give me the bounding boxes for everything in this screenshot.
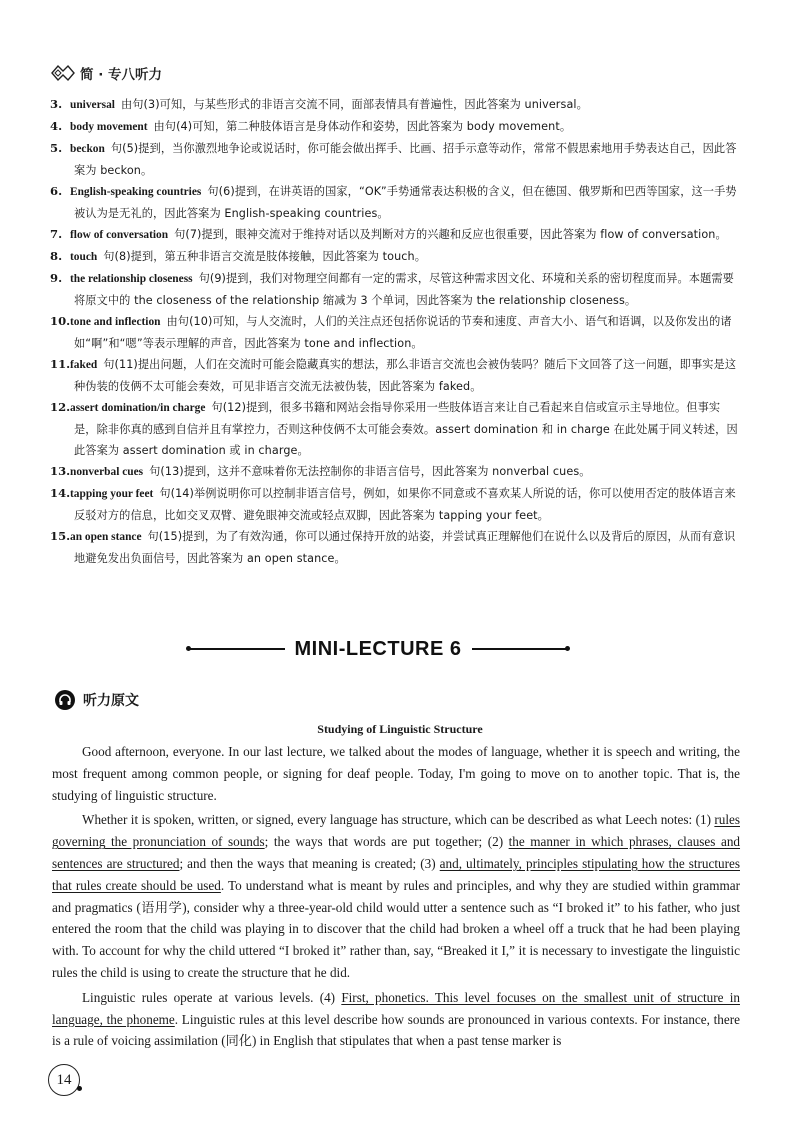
answer-key: nonverbal cues [70, 466, 144, 478]
book-logo-icon [50, 62, 76, 84]
section-title [188, 634, 568, 664]
page-number-dot [77, 1086, 82, 1091]
answer-number: 3. [50, 97, 63, 111]
answer-item [50, 483, 740, 526]
answer-key: flow of conversation [70, 229, 169, 241]
answer-key: assert domination/in charge [70, 402, 206, 414]
answer-explanation: 句(8)提到，第五种非语言交流是肢体接触，因此答案为 touch。 [103, 250, 426, 263]
answer-number: 9. [50, 271, 63, 285]
answer-explanation: 句(5)提到，当你激烈地争论或说话时，你可能会做出挥手、比画、招手示意等动作，常常不假思索地用手势表达自己，因此答案为 beckon。 [74, 142, 737, 177]
underlined-answer-text: the manner in which phrases, clauses and sentences are structured [52, 834, 741, 871]
underlined-answer-text: First, phonetics. This level focuses on the smallest unit of structure in language, the phoneme [52, 989, 740, 1027]
answer-item [50, 354, 740, 397]
answer-key: beckon [70, 143, 105, 155]
answer-explanation: 句(7)提到，眼神交流对于维持对话以及判断对方的兴趣和反应也很重要，因此答案为 flow of conversation。 [174, 228, 727, 241]
answer-item [50, 116, 740, 138]
answer-key: body movement [70, 121, 148, 133]
answer-explanation: 句(15)提到，为了有效沟通，你可以通过保持开放的站姿，并尝试真正理解他们在说什么以及背后的原因，从而有意识地避免发出负面信号，因此答案为 an open stance。 [74, 530, 736, 565]
lecture-text: ; the ways that words are put together; (2) [264, 834, 509, 850]
lecture-text: . To understand what is meant by rules and principles, and why they are studied within grammar and pragmatics (语用学), consider why a three-year-old child would utter a sentence such as “I broked it” to his father, who just entered the room that the child was playing in to discover that the child had broken a wheel off a truck that he had been playing with. To account for why the child uttered “I broked it” rather than, say, “Breaked it I,” it is necessary to investigate the linguistic rules the child is using to create the structure that he did. [52, 877, 740, 980]
answer-key: faked [70, 359, 98, 371]
lecture-text: Good afternoon, everyone. In our last lecture, we talked about the modes of language, whether it is speech and writing, the most frequent among common people, or signing for deaf people. Today, I'm going to move on to another topic. That is, the studying of linguistic structure. [52, 744, 740, 803]
answer-key: universal [70, 99, 115, 111]
answer-key: touch [70, 251, 98, 263]
answer-item [50, 461, 740, 483]
answer-explanation: 句(9)提到，我们对物理空间都有一定的需求，尽管这种需求因文化、环境和关系的密切程度而异。本题需要将原文中的 the closeness of the relationship 缩减为 3 个单词，因此答案为 the relationship closeness。 [74, 272, 734, 307]
answer-item [50, 224, 740, 246]
answer-item [50, 94, 740, 116]
section-title-text: MINI-LECTURE 6 [294, 637, 462, 660]
answer-item [50, 181, 740, 224]
lecture-text: . Linguistic rules at this level describe how sounds are pronounced in various contexts. For instance, there is a rule of voicing assimilation (同化) in English that stipulates that when a past tense marker is [52, 1011, 740, 1049]
divider-line-right [472, 648, 569, 650]
lecture-text: Linguistic rules operate at various levels. (4) [82, 989, 342, 1005]
lecture-title: Studying of Linguistic Structure [317, 722, 483, 736]
lecture-body [52, 741, 740, 1055]
divider-line-left [188, 648, 285, 650]
answer-number: 12. [50, 400, 71, 414]
answer-list [50, 94, 740, 569]
lecture-paragraph [52, 987, 740, 1052]
answer-number: 4. [50, 119, 63, 133]
lecture-paragraph [52, 741, 740, 806]
answer-item [50, 268, 740, 311]
answer-number: 5. [50, 141, 63, 155]
underlined-answer-text: and, ultimately, principles stipulating how the structures that rules create should be used [52, 855, 740, 893]
underlined-answer-text: rules governing the pronunciation of sounds [52, 812, 740, 850]
answer-number: 7. [50, 227, 63, 241]
answer-key: tapping your feet [70, 488, 154, 500]
answer-number: 15. [50, 529, 71, 543]
answer-number: 14. [50, 486, 71, 500]
answer-key: English-speaking countries [70, 186, 202, 198]
answer-number: 6. [50, 184, 63, 198]
answer-explanation: 句(6)提到，在讲英语的国家，“OK”手势通常表达积极的含义，但在德国、俄罗斯和巴西等国家，这一手势被认为是无礼的，因此答案为 English-speaking countries。 [74, 185, 737, 220]
lecture-text: ; and then the ways that meaning is created; (3) [179, 855, 440, 871]
answer-number: 10. [50, 314, 71, 328]
answer-number: 8. [50, 249, 63, 263]
header-title: 简 · 专八听力 [80, 67, 163, 83]
page-number-text: 14 [56, 1071, 72, 1088]
answer-item [50, 526, 740, 569]
answer-item [50, 397, 740, 461]
answer-explanation: 句(13)提到，这并不意味着你无法控制你的非语言信号，因此答案为 nonverbal cues。 [149, 465, 591, 478]
listening-label: 听力原文 [83, 693, 139, 709]
answer-item [50, 138, 740, 181]
answer-item [50, 311, 740, 354]
answer-explanation: 由句(3)可知，与某些形式的非语言交流不同，面部表情具有普遍性，因此答案为 universal。 [120, 98, 588, 111]
page-number [48, 1064, 80, 1096]
headphones-icon [55, 690, 75, 710]
lecture-paragraph [52, 809, 740, 983]
answer-explanation: 句(11)提出问题，人们在交流时可能会隐藏真实的想法，那么非语言交流也会被伪装吗？随后下文回答了这一问题，即事实是这种伪装的伎俩不太可能会奏效，可见非语言交流无法被伪装，因此答案为 faked。 [74, 358, 737, 393]
answer-explanation: 由句(10)可知，与人交流时，人们的关注点还包括你说话的节奏和速度、声音大小、语气和语调，以及你发出的诸如“啊”和“嗯”等表示理解的声音，因此答案为 tone and inflection。 [74, 315, 732, 350]
answer-number: 11. [50, 357, 71, 371]
answer-key: an open stance [70, 531, 142, 543]
answer-item [50, 246, 740, 268]
page-header [50, 62, 162, 84]
answer-explanation: 句(12)提到，很多书籍和网站会指导你采用一些肢体语言来让自己看起来自信或宣示主导地位。但事实是，除非你真的感到自信并且有掌控力，否则这种伎俩不太可能会奏效。assert domination 和 in charge 在此处属于同义转述，因此答案为 assert domination 或 in charge。 [74, 401, 738, 457]
listening-heading [55, 690, 139, 710]
answer-key: tone and inflection [70, 316, 161, 328]
answer-number: 13. [50, 464, 71, 478]
answer-explanation: 句(14)举例说明你可以控制非语言信号，例如，如果你不同意或不喜欢某人所说的话，你可以使用否定的肢体语言来反驳对方的信息，比如交叉双臂、避免眼神交流或轻点双脚，因此答案为 tapping your feet。 [74, 487, 736, 522]
answer-explanation: 由句(4)可知，第二种肢体语言是身体动作和姿势，因此答案为 body movement。 [153, 120, 572, 133]
lecture-text: Whether it is spoken, written, or signed, every language has structure, which can be described as what Leech notes: (1) [82, 812, 715, 828]
answer-key: the relationship closeness [70, 273, 193, 285]
